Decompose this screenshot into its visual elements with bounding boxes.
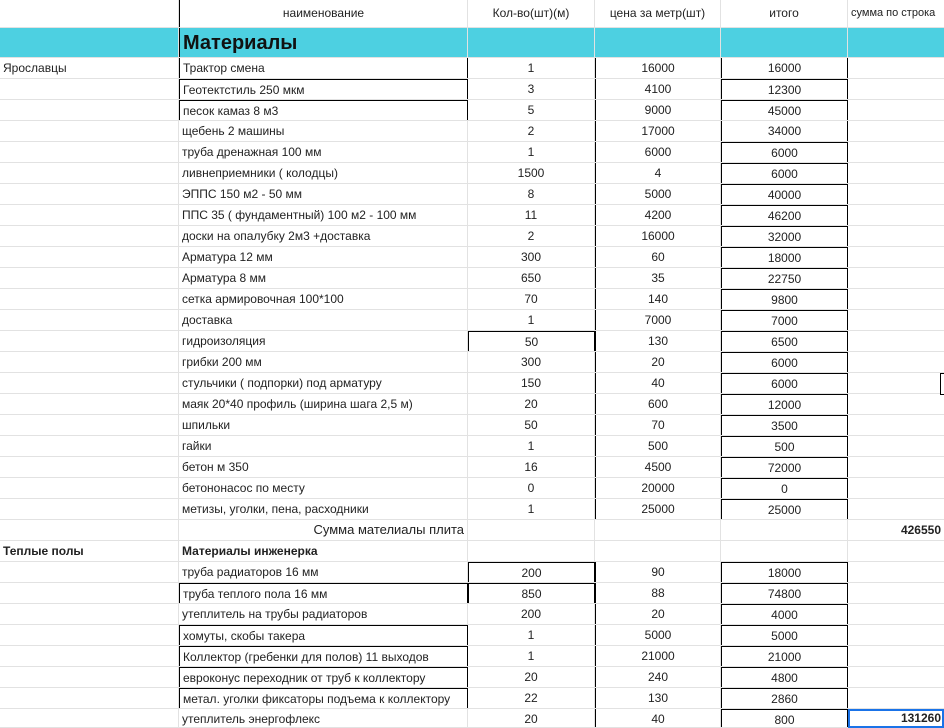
item-price[interactable]: 90 [595,562,721,583]
item-name[interactable]: гидроизоляция [179,331,468,352]
table-row [0,499,944,520]
item-total[interactable]: 21000 [721,646,848,667]
item-row-sum[interactable] [848,415,944,436]
item-name[interactable]: шпильки [179,415,468,436]
item-total[interactable]: 6000 [721,373,848,394]
item-qty[interactable]: 20 [468,709,595,728]
item-total[interactable]: 18000 [721,562,848,583]
item-qty[interactable]: 850 [468,583,595,604]
item-price[interactable]: 25000 [595,499,721,520]
row-group-cell[interactable] [0,310,179,331]
item-price[interactable]: 500 [595,436,721,457]
item-qty[interactable]: 2 [468,121,595,142]
row-group-cell[interactable] [0,205,179,226]
item-name[interactable]: доставка [179,310,468,331]
item-row-sum[interactable] [848,352,944,373]
table-row [0,205,944,226]
table-row [0,352,944,373]
table-row [0,100,944,121]
table-row [0,562,944,583]
item-price[interactable]: 35 [595,268,721,289]
row-group-cell[interactable] [0,100,179,121]
item-row-sum[interactable] [848,436,944,457]
item-qty[interactable]: 650 [468,268,595,289]
item-row-sum[interactable] [848,289,944,310]
item-row-sum[interactable] [848,604,944,625]
group-2-header-row [0,541,944,562]
sum-row-1-cell-e[interactable] [721,520,848,541]
item-name[interactable]: метизы, уголки, пена, расходники [179,499,468,520]
item-price[interactable]: 9000 [595,100,721,121]
table-row [0,58,944,79]
scrollbar-handle[interactable] [940,373,944,395]
item-total[interactable]: 7000 [721,310,848,331]
item-name[interactable]: хомуты, скобы такера [179,625,468,646]
item-name[interactable]: Арматура 8 мм [179,268,468,289]
item-price[interactable]: 20000 [595,478,721,499]
section-cell-c[interactable] [468,28,595,58]
item-name[interactable]: маяк 20*40 профиль (ширина шага 2,5 м) [179,394,468,415]
table-row [0,709,944,728]
item-total[interactable]: 12300 [721,79,848,100]
sum-row-1-cell-a[interactable] [0,520,179,541]
item-name[interactable]: Арматура 12 мм [179,247,468,268]
row-group-cell[interactable] [0,247,179,268]
row-group-cell[interactable] [0,499,179,520]
item-price[interactable]: 88 [595,583,721,604]
sum-2-value[interactable]: 131260 [900,711,941,725]
item-qty[interactable]: 20 [468,394,595,415]
table-row [0,184,944,205]
header-qty[interactable]: Кол-во(шт)(м) [468,0,595,28]
row-group-cell[interactable] [0,184,179,205]
item-name[interactable]: Коллектор (гребенки для полов) 11 выходов [179,646,468,667]
item-qty[interactable]: 1500 [468,163,595,184]
table-row [0,331,944,352]
item-row-sum[interactable] [848,310,944,331]
item-qty[interactable]: 70 [468,289,595,310]
item-price[interactable]: 21000 [595,646,721,667]
table-row [0,163,944,184]
item-price[interactable]: 16000 [595,58,721,79]
item-name[interactable]: метал. уголки фиксаторы подъема к коллектору [179,688,468,709]
item-qty[interactable]: 1 [468,499,595,520]
item-price[interactable]: 4200 [595,205,721,226]
item-qty[interactable]: 50 [468,331,595,352]
sum-row-1-cell-c[interactable] [468,520,595,541]
item-total[interactable]: 12000 [721,394,848,415]
section-title[interactable]: Материалы [179,28,468,58]
item-row-sum[interactable] [848,646,944,667]
row-group-cell[interactable] [0,562,179,583]
item-qty[interactable]: 3 [468,79,595,100]
item-name[interactable]: щебень 2 машины [179,121,468,142]
table-row [0,289,944,310]
row-group-cell[interactable] [0,646,179,667]
item-row-sum[interactable] [848,562,944,583]
item-name[interactable]: бетононасос по месту [179,478,468,499]
item-qty[interactable]: 200 [468,604,595,625]
group-2-cell-c[interactable] [468,541,595,562]
table-row [0,688,944,709]
item-row-sum[interactable] [848,583,944,604]
item-qty[interactable]: 1 [468,436,595,457]
item-row-sum[interactable] [848,373,944,394]
table-row [0,394,944,415]
item-total[interactable]: 72000 [721,457,848,478]
section-cell-f[interactable] [848,28,944,58]
item-price[interactable]: 130 [595,688,721,709]
item-name[interactable]: труба дренажная 100 мм [179,142,468,163]
item-row-sum[interactable] [848,121,944,142]
item-price[interactable]: 20 [595,352,721,373]
row-group-cell[interactable] [0,289,179,310]
item-total[interactable]: 32000 [721,226,848,247]
row-group-cell[interactable] [0,478,179,499]
item-name[interactable]: Трактор смена [179,58,468,79]
group-2-cell-f[interactable] [848,541,944,562]
item-total[interactable]: 6000 [721,163,848,184]
row-group-cell[interactable] [0,79,179,100]
item-price[interactable]: 70 [595,415,721,436]
section-cell-e[interactable] [721,28,848,58]
row-group-cell[interactable] [0,436,179,457]
item-qty[interactable]: 16 [468,457,595,478]
row-group-cell[interactable] [0,352,179,373]
row-group-cell[interactable] [0,604,179,625]
item-row-sum[interactable] [848,688,944,709]
item-row-sum[interactable] [848,394,944,415]
item-qty[interactable]: 200 [468,562,595,583]
row-group-cell[interactable] [0,667,179,688]
item-row-sum[interactable] [848,184,944,205]
row-group-cell[interactable]: Ярославцы [0,58,179,79]
table-row [0,583,944,604]
item-price[interactable]: 20 [595,604,721,625]
item-name[interactable]: доски на опалубку 2м3 +доставка [179,226,468,247]
row-group-cell[interactable] [0,121,179,142]
header-row [0,0,944,28]
item-name[interactable]: евроконус переходник от труб к коллектору [179,667,468,688]
item-price[interactable]: 240 [595,667,721,688]
item-qty[interactable]: 50 [468,415,595,436]
item-total[interactable]: 34000 [721,121,848,142]
table-row [0,373,944,394]
item-total[interactable]: 5000 [721,625,848,646]
item-price[interactable]: 4 [595,163,721,184]
item-row-sum[interactable] [848,100,944,121]
header-cell-a[interactable] [0,0,179,28]
item-total[interactable]: 16000 [721,58,848,79]
item-price[interactable]: 6000 [595,142,721,163]
item-total[interactable]: 800 [721,709,848,728]
item-price[interactable]: 4100 [595,79,721,100]
item-total[interactable]: 500 [721,436,848,457]
item-qty[interactable]: 20 [468,667,595,688]
item-name[interactable]: ЭППС 150 м2 - 50 мм [179,184,468,205]
row-group-cell[interactable] [0,163,179,184]
item-total[interactable]: 46200 [721,205,848,226]
item-total[interactable]: 40000 [721,184,848,205]
item-row-sum[interactable] [848,478,944,499]
table-row [0,604,944,625]
item-name[interactable]: стульчики ( подпорки) под арматуру [179,373,468,394]
item-price[interactable]: 17000 [595,121,721,142]
item-name[interactable]: бетон м 350 [179,457,468,478]
item-row-sum[interactable] [848,625,944,646]
item-qty[interactable]: 1 [468,646,595,667]
item-row-sum[interactable] [848,499,944,520]
item-price[interactable]: 5000 [595,625,721,646]
table-row [0,226,944,247]
item-price[interactable]: 40 [595,373,721,394]
item-name[interactable]: гайки [179,436,468,457]
sum-1-label[interactable]: Сумма мателиалы плита [179,520,468,541]
item-total[interactable]: 6000 [721,352,848,373]
item-total[interactable]: 4000 [721,604,848,625]
section-cell-d[interactable] [595,28,721,58]
table-row [0,478,944,499]
row-group-cell[interactable] [0,415,179,436]
item-total[interactable]: 3500 [721,415,848,436]
item-row-sum[interactable] [848,79,944,100]
item-qty[interactable]: 1 [468,310,595,331]
item-price[interactable]: 16000 [595,226,721,247]
item-qty[interactable]: 8 [468,184,595,205]
item-name[interactable]: утеплитель на трубы радиаторов [179,604,468,625]
section-title-row [0,28,944,58]
table-row [0,436,944,457]
table-row [0,415,944,436]
item-name[interactable]: труба теплого пола 16 мм [179,583,468,604]
item-name[interactable]: грибки 200 мм [179,352,468,373]
item-name[interactable]: ППС 35 ( фундаментный) 100 м2 - 100 мм [179,205,468,226]
item-total[interactable]: 0 [721,478,848,499]
row-group-cell[interactable] [0,625,179,646]
item-price[interactable]: 5000 [595,184,721,205]
item-row-sum[interactable] [848,667,944,688]
row-group-cell[interactable] [0,583,179,604]
item-total[interactable]: 6000 [721,142,848,163]
item-row-sum[interactable] [848,142,944,163]
item-qty[interactable]: 1 [468,625,595,646]
item-row-sum[interactable] [848,163,944,184]
item-price[interactable]: 7000 [595,310,721,331]
item-price[interactable]: 60 [595,247,721,268]
row-group-cell[interactable] [0,688,179,709]
group-2-label[interactable]: Теплые полы [0,541,179,562]
item-qty[interactable]: 5 [468,100,595,121]
item-total[interactable]: 4800 [721,667,848,688]
item-total[interactable]: 9800 [721,289,848,310]
item-total[interactable]: 22750 [721,268,848,289]
item-price[interactable]: 130 [595,331,721,352]
row-group-cell[interactable] [0,373,179,394]
group-2-subtitle[interactable]: Материалы инженерка [179,541,468,562]
item-row-sum[interactable] [848,226,944,247]
sum-1-value[interactable]: 426550 [900,523,941,537]
item-total[interactable]: 25000 [721,499,848,520]
item-row-sum[interactable] [848,247,944,268]
row-group-cell[interactable] [0,394,179,415]
item-price[interactable]: 140 [595,289,721,310]
item-total[interactable]: 2860 [721,688,848,709]
item-row-sum[interactable] [848,205,944,226]
item-total[interactable]: 6500 [721,331,848,352]
table-row [0,142,944,163]
item-row-sum[interactable] [848,58,944,79]
item-row-sum[interactable] [848,457,944,478]
item-total[interactable]: 18000 [721,247,848,268]
item-qty[interactable]: 1 [468,58,595,79]
table-row [0,121,944,142]
row-group-cell[interactable] [0,268,179,289]
row-group-cell[interactable] [0,142,179,163]
header-price[interactable]: цена за метр(шт) [595,0,721,28]
sum-row-1-cell-d[interactable] [595,520,721,541]
item-name[interactable]: утеплитель энергофлекс [179,709,468,728]
item-qty[interactable]: 2 [468,226,595,247]
item-price[interactable]: 4500 [595,457,721,478]
item-total[interactable]: 74800 [721,583,848,604]
header-sum[interactable]: сумма по строка [851,7,936,19]
table-row [0,247,944,268]
item-name[interactable]: Геотектстиль 250 мкм [179,79,468,100]
item-qty[interactable]: 150 [468,373,595,394]
row-group-cell[interactable] [0,331,179,352]
item-qty[interactable]: 22 [468,688,595,709]
item-total[interactable]: 45000 [721,100,848,121]
item-qty[interactable]: 1 [468,142,595,163]
item-qty[interactable]: 11 [468,205,595,226]
table-row [0,310,944,331]
item-qty[interactable]: 300 [468,352,595,373]
item-name[interactable]: сетка армировочная 100*100 [179,289,468,310]
header-total[interactable]: итого [721,0,848,28]
row-group-cell[interactable] [0,226,179,247]
table-row [0,79,944,100]
item-name[interactable]: ливнеприемники ( колодцы) [179,163,468,184]
item-name[interactable]: труба радиаторов 16 мм [179,562,468,583]
row-group-cell[interactable] [0,457,179,478]
table-row [0,646,944,667]
table-row [0,667,944,688]
table-row [0,457,944,478]
item-name[interactable]: песок камаз 8 м3 [179,100,468,121]
item-price[interactable]: 600 [595,394,721,415]
section-cell-a[interactable] [0,28,179,58]
item-price[interactable]: 40 [595,709,721,728]
group-2-cell-d[interactable] [595,541,721,562]
table-row [0,268,944,289]
header-name[interactable]: наименование [179,0,468,28]
item-row-sum[interactable] [848,331,944,352]
item-qty[interactable]: 0 [468,478,595,499]
item-row-sum[interactable] [848,268,944,289]
table-row [0,625,944,646]
item-qty[interactable]: 300 [468,247,595,268]
selected-cell-outline [848,709,944,728]
sum-row-1 [0,520,944,541]
row-group-cell[interactable] [0,709,179,728]
group-2-cell-e[interactable] [721,541,848,562]
